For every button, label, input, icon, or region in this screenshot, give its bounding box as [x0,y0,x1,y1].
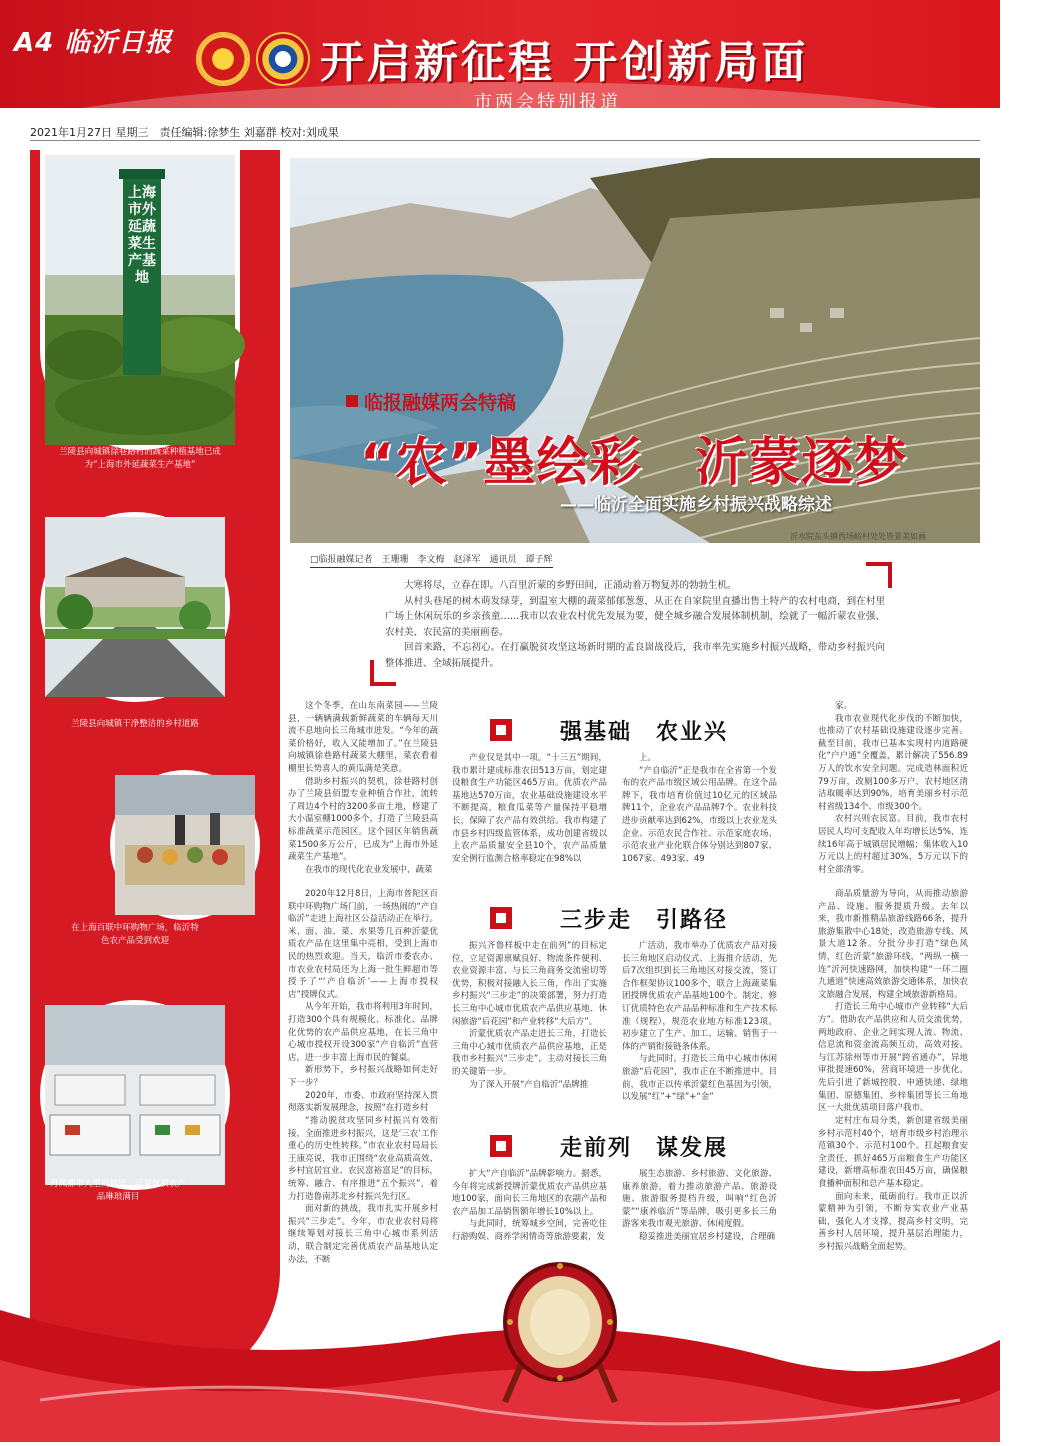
paragraph: 2020年，市委、市政府坚持深入贯彻落实新发展理念，按照“在打造乡村 [288,1090,438,1114]
section-marker-icon [490,1135,512,1157]
column-text [818,1115,968,1255]
photo-supermarket [40,1000,230,1190]
column-text [622,1168,777,1248]
paragraph: 农村兴则农民富。目前，我市农村居民人均可支配收入年均增长达5%，连续16年高于城镇居民增幅；集体收入10万元以上的村超过30%，5万元以下的村全部清零。 [818,814,968,875]
photo-caption-main: 沂水院东头镇西场峪村处处皆景美如画 [790,532,926,541]
paragraph: 家。 [835,701,853,711]
section-heading [490,1128,790,1162]
intro-paragraph: 回首来路，不忘初心。在打赢脱贫攻坚这场新时期的孟良崮战役后，我市率先实施乡村振兴战略，带动乡村振兴向整体推进、全域拓展提升。 [385,642,885,669]
paragraph: 沂蒙优质农产品走进长三角，打造长三角中心城市优质农产品供应基地，正是我市乡村振兴“三步走”，主动对接长三角的关键第一步。 [452,1029,607,1077]
paragraph: 这个冬季，在山东南菜园——兰陵县，一辆辆满载新鲜蔬菜的车辆每天川流不息地向长三角城市进发。“今年的蔬菜价格好，收入又能增加了。”在兰陵县向城镇徐巷路村蔬菜大棚里，菜农看着棚里长势喜人的黄瓜满是笑意。 [288,701,438,774]
paragraph: “产自临沂”正是我市在全省第一个发布的农产品市级区域公用品牌。在这个品牌下，我市培育价值过10亿元的区域品牌11个，企业农产品品牌7个。农业科技进步贡献率达到62%，市级以上农业龙头企业、示范农民合作社、示范家庭农场、示范农业产业化联合体分别达到807家、1067家、493家、49 [622,765,777,864]
drum-icon [495,1252,625,1402]
section-title: 强基础 农业兴 [560,720,729,745]
paragraph: 面向未来，砥砺前行。我市正以沂蒙精神为引领，不断夯实农业产业基础，强化人才支撑，提高乡村文明，完善乡村人居环境，提升基层治理能力，乡村振兴战略全面起势。 [818,1191,968,1252]
village-road-illustration [45,517,225,697]
sign-text: 上海市外延蔬菜生产基地 [128,185,156,286]
paragraph: 与此同时，统筹城乡空间，完善吃住行游购娱、商养学闲情奇等旅游要素，发 [452,1219,607,1242]
column-text [818,700,968,875]
section-title: 走前列 谋发展 [560,1136,729,1161]
market-illustration [115,775,255,915]
section-heading [490,712,790,746]
photo-caption-sign: 兰陵县向城镇徐巷路村的蔬菜种植基地已成为“上海市外延蔬菜生产基地” [59,447,221,470]
paragraph: 稳妥推进美丽宜居乡村建设，合理确 [639,1231,776,1242]
article-intro [385,578,885,671]
paragraph: “推动脱贫攻坚同乡村振兴有效衔接，全面推进乡村振兴，这是‘三农’工作重心的历史性转移。”市农业农村局局长王康亮说，我市正围绕“农业高质高效、乡村宜居宜业、农民富裕富足”的目标，统筹、融合、有序推进“五个振兴”，着力打造鲁南苏北乡村振兴先行区。 [288,1116,438,1202]
paragraph: 扩大“产自临沂”品牌影响力。据悉，今年将完成新授牌沂蒙优质农产品供应基地100家，面向长三角地区的农副产品和农产品加工品销售额年增长10%以上。 [452,1169,607,1217]
paragraph: 新形势下，乡村振兴战略如何走好下一步？ [288,1065,438,1088]
paragraph: 与此同时，打造长三角中心城市休闲旅游“后花园”，我市正在不断推进中。目前，我市正以传承沂蒙红色基因为引领，以发展“红”+“绿”+“金” [622,1054,777,1103]
national-emblem-icon [196,32,250,86]
column-text [288,888,438,1113]
paragraph: 振兴齐鲁样板中走在前列”的目标定位，立足资源禀赋良好、物流条件便利、农业资源丰富、与长三角商务交流密切等优势，积极对接融入长三角，作出了实施乡村振兴“三步走”的决策部署，努力打造长三角中心城市优质农产品供应基地、休闲旅游“后花园”和产业转移“大后方”。 [452,941,607,1027]
kicker-marker [346,395,358,407]
photo-village-road [40,512,230,702]
divider [30,140,980,141]
column-text [622,940,777,1103]
paragraph: 广活动，我市举办了优质农产品对接长三角地区启动仪式、上海推介活动，先后7次组织到长三角地区对接交流，签订合作框架协议100多个，联合上海蔬菜集团授牌优质农产品基地100个。制定、修订优质特色农产品品种标准和生产技术标准（规程），规范农业地方标准123项。初步建立了生产、加工、运输、销售于一体的产销衔接链条体系。 [622,941,777,1052]
article-subtitle: ——临沂全面实施乡村振兴战略综述 [560,495,832,515]
intro-paragraph: 从村头巷尾的树木萌发绿芽，到温室大棚的蔬菜郁郁葱葱，从正在自家院里直播出售土特产的农村电商，到在村里广场上休闲玩乐的乡亲孩童……我市以农业农村优先发展为要，健全城乡融合发展体制机制，绘就了一幅沂蒙农业强、农村美、农民富的美丽画卷。 [385,595,885,638]
column-text [452,940,607,1090]
photo-caption-store: 丹凤都市大型商超里，沂蒙优质农产品琳琅满目 [49,1179,186,1202]
cppcc-emblem-icon [256,32,310,86]
paragraph: 借助乡村振兴的契机，徐巷路村创办了兰陵县佰盟专业种植合作社，流转了周边4个村的3200多亩土地，修建了大小温室棚1000多个，打造了兰陵县高标准蔬菜示范园区。这个园区年销售蔬菜1500多万公斤，已成为“上海市外延蔬菜生产基地”。 [288,776,438,863]
paragraph: 定村庄布局分类，新创建省级美丽乡村示范村40个，培育市级乡村治理示范镇30个、示范村100个。扛起粮食安全责任，抓好465万亩粮食生产功能区建设，新增高标准农田45万亩，确保粮食播种面积和总产基本稳定。 [818,1116,968,1189]
dateline: 2021年1月27日 星期三 责任编辑:徐梦生 刘嘉群 校对:刘成果 [30,126,339,139]
article-kicker: 临报融媒两会特稿 [364,392,517,414]
banner-headline: 开启新征程 开创新局面 [320,37,809,88]
article-title: “农”墨绘彩 沂蒙逐梦 [360,433,908,493]
paragraph: 在我市的现代化农业发展中，蔬菜 [305,864,433,875]
column-text [622,752,777,864]
paragraph: 商品质量游为导向，从而推动旅游产品、设施、服务提质升级。去年以来，我市新推精品旅游线路66条，提升旅游集散中心18处，改造旅游专线、风景大道12条。分批分步打造“绿色风情，红色沂蒙”旅游环线，“两纵一横一连”沂河快速路网，加快构建“一环二圈九通道”快速高效旅游交通体系，加快农文旅融合发展，构建全域旅游新格局。 [818,889,968,1000]
paragraph: 从今年开始，我市将利用3年时间，打造300个具有规模化、标准化、品牌化优势的农产品供应基地，在长三角中心城市授权开设300家“产自临沂”直营店，进一步丰富上海市民的餐桌。 [288,1002,438,1063]
photo-vegetable-base-sign [40,150,240,450]
column-text [288,700,438,895]
page-label: A4 临沂日报 [14,28,173,58]
paragraph: 为了深入开展“产自临沂”品牌推 [469,1079,589,1090]
paragraph: 面对新的挑战，我市扎实开展乡村振兴“三步走”。今年，市农业农村局将继续筹划对接长三角中心城市系列活动，联合制定完善优质农产品基地认定办法，不断 [288,1204,438,1265]
byline: □临报融媒记者 王珊珊 李文梅 赵泽军 通讯员 谭子辉 [310,552,553,568]
section-title: 三步走 引路径 [560,908,729,933]
masthead-banner [0,0,1000,118]
section-heading [490,900,790,934]
column-text [288,1115,438,1265]
section-marker-icon [490,907,512,929]
paragraph: 打造长三角中心城市产业转移“大后方”。借助农产品供应和人员交流优势，两地政府、企业之间实现人流、物流、信息流和资金流高频互动，高效对接。与江苏徐州等市开展“跨省通办”，异地审批提速60%，营商环境进一步优化。先后引进了新城控股、申通快递、绿地集团、原德集团、乡梓集团等长三角地区一大批优质项目落户我市。 [818,1002,968,1114]
column-text [452,1168,607,1248]
photo-caption-road: 兰陵县向城镇干净整洁的乡村道路 [71,719,199,729]
intro-paragraph: 大寒将尽，立春在即。八百里沂蒙的乡野田间，正涌动着万物复苏的勃勃生机。 [404,580,737,591]
paragraph: 我市农业现代化步伐的不断加快，也推动了农村基础设施建设逐步完善。截至目前，我市已基本实现村内道路硬化“户户通”全覆盖，累计解决了556.89万人的饮水安全问题。完成造林面积近79万亩，改厕100多万户，农村地区清洁取暖率达到90%，培育美丽乡村示范村省级134个、市级300个。 [818,713,968,812]
photo-caption-market: 在上海百联中环购物广场，临沂特色农产品受到欢迎 [71,923,199,946]
supermarket-illustration [45,1005,225,1185]
paragraph: 展生态旅游、乡村旅游、文化旅游、康养旅游，着力推动旅游产品、旅游设施、旅游服务提档升级，叫响“红色沂蒙”“康养临沂”等品牌，吸引更多长三角游客来我市观光旅游、休闲度假。 [622,1169,777,1230]
paragraph: 上。 [639,753,657,763]
paragraph: 2020年12月8日，上海市普陀区百联中环购物广场门前，一场热闹的“产自临沂”走进上海社区公益活动正在举行。米、面、油、菜、水果等几百种沂蒙优质农产品在这里集中亮相，受到上海市民的热烈欢迎。当天，临沂市委农办、市农业农村局还为上海一批生鲜超市等授予了“‘产自临沂’——上海市授权店”授牌仪式。 [288,889,438,1000]
photo-shanghai-market [110,770,260,920]
column-text [452,752,607,864]
section-marker-icon [490,719,512,741]
banner-subheadline: 市两会特别报道 [474,92,621,113]
drum-illustration [495,1252,625,1402]
column-text [818,888,968,1114]
paragraph: 产业仅是其中一项。“十三五”期间，我市累计建成标准农田513万亩，划定建设粮食生产功能区465万亩。优质农产品基地达570万亩，农业基础设施建设水平不断提高，粮食瓜菜等产量保持平稳增长，保障了农产品有效供给。我市构建了市县乡村四级监管体系，成功创建省级以上农产品质量安全县10个，农产品质量安全例行监测合格率稳定在98%以 [452,753,607,864]
